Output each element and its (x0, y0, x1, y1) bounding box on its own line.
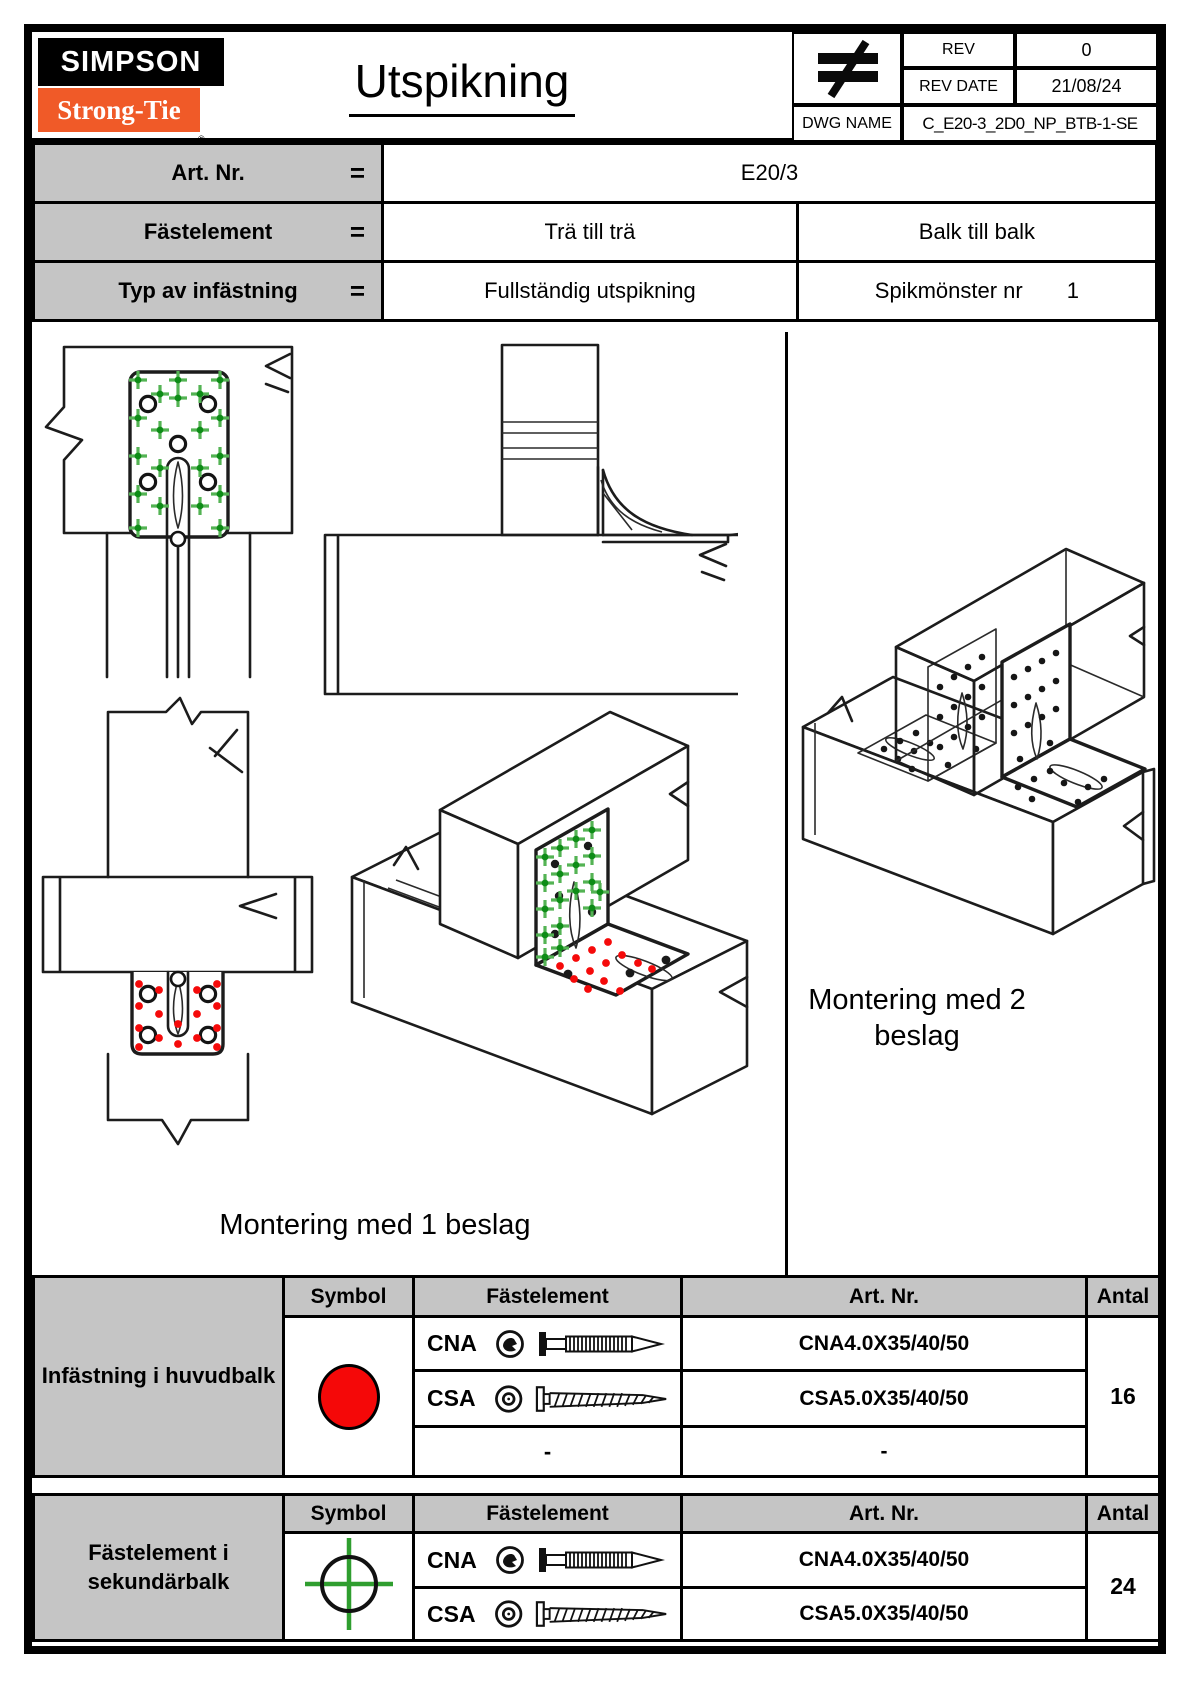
col-header-artnr: Art. Nr. (682, 1495, 1087, 1533)
col-header-antal: Antal (1087, 1495, 1160, 1533)
dwg-name-label: DWG NAME (792, 105, 902, 142)
csa-screw-icon (533, 1382, 680, 1416)
artnr-value: E20/3 (383, 144, 1157, 203)
artnr-cell: CSA5.0X35/40/50 (682, 1588, 1087, 1641)
isometric-view-one-bracket-drawing (322, 682, 772, 1162)
projection-symbol-icon (792, 32, 902, 105)
typ-value-1: Fullständig utspikning (383, 262, 798, 321)
antal-cell: 24 (1087, 1533, 1160, 1641)
front-and-plan-view-drawing (40, 332, 320, 1172)
symbol-cell (284, 1317, 414, 1477)
csa-head-icon (494, 1384, 523, 1414)
registered-mark: ® (198, 134, 205, 144)
col-header-fastelement: Fästelement (414, 1495, 682, 1533)
side-view-drawing (302, 338, 738, 698)
artnr-label: Art. Nr. (171, 160, 245, 185)
fastelement-value-2: Balk till balk (797, 203, 1156, 262)
title-block (792, 32, 1158, 142)
col-header-symbol: Symbol (284, 1495, 414, 1533)
rev-value: 0 (1015, 32, 1158, 68)
fastelement-label: Fästelement (143, 219, 273, 244)
logo-strongtie: Strong-Tie (38, 88, 200, 132)
info-table (32, 142, 1158, 322)
caption-two-brackets: Montering med 2 beslag (808, 984, 1026, 1053)
csa-screw-icon (533, 1597, 680, 1631)
page-title: Utspikning (182, 54, 742, 117)
table-row-label: Infästning i huvudbalk (34, 1277, 284, 1477)
fastener-code: CSA (427, 1385, 476, 1411)
col-header-antal: Antal (1087, 1277, 1160, 1317)
artnr-cell: CSA5.0X35/40/50 (682, 1371, 1087, 1427)
fastener-code: CSA (427, 1600, 476, 1627)
cna-head-icon (495, 1545, 525, 1575)
isometric-view-two-brackets-drawing (788, 477, 1156, 977)
typ-label: Typ av infästning (118, 278, 298, 303)
symbol-cell (284, 1533, 414, 1641)
equals-sign: = (349, 216, 366, 247)
col-header-artnr: Art. Nr. (682, 1277, 1087, 1317)
csa-head-icon (494, 1599, 523, 1629)
info-row-typ (34, 262, 1157, 321)
sheet-header (32, 32, 1158, 142)
info-row-artnr (34, 144, 1157, 203)
red-circle-icon (318, 1364, 380, 1430)
info-row-fastelement (34, 203, 1157, 262)
drawing-area (32, 332, 1158, 1275)
spikmonster-label: Spikmönster nr (874, 278, 1023, 303)
artnr-cell: CNA4.0X35/40/50 (682, 1317, 1087, 1371)
col-header-symbol: Symbol (284, 1277, 414, 1317)
table-row-label: Fästelement i sekundärbalk (34, 1495, 284, 1641)
rev-date-value: 21/08/24 (1015, 68, 1158, 105)
fastener-code: CNA (427, 1546, 477, 1573)
caption-one-bracket: Montering med 1 beslag (219, 1209, 531, 1241)
rev-label: REV (902, 32, 1015, 68)
col-header-fastelement: Fästelement (414, 1277, 682, 1317)
rev-date-label: REV DATE (902, 68, 1015, 105)
cna-nail-icon (535, 1544, 673, 1576)
sheet-frame (24, 24, 1166, 1654)
fastener-table-huvudbalk (32, 1275, 1161, 1478)
fastener-code: CNA (427, 1330, 477, 1356)
equals-sign: = (349, 157, 366, 188)
artnr-cell: - (682, 1427, 1087, 1477)
equals-sign: = (349, 275, 366, 306)
cna-head-icon (495, 1329, 525, 1359)
green-crosshair-icon (299, 1534, 399, 1634)
fastener-table-sekundarbalk (32, 1493, 1161, 1642)
fastener-code: - (414, 1427, 682, 1477)
fastelement-value-1: Trä till trä (383, 203, 798, 262)
dwg-name-value: C_E20-3_2D0_NP_BTB-1-SE (902, 105, 1158, 142)
spikmonster-number: 1 (1066, 278, 1079, 303)
logo-simpson: SIMPSON (38, 38, 224, 86)
antal-cell: 16 (1087, 1317, 1160, 1477)
cna-nail-icon (535, 1328, 673, 1360)
artnr-cell: CNA4.0X35/40/50 (682, 1533, 1087, 1588)
